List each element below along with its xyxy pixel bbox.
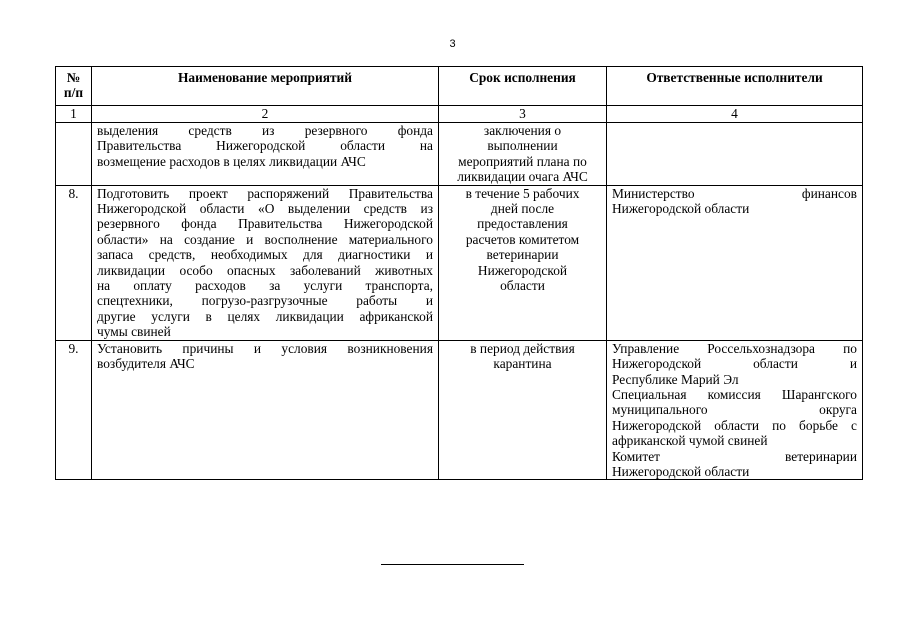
- table-body: [56, 123, 863, 480]
- deadline-line: в течение 5 рабочих: [465, 185, 580, 201]
- measures-table: [55, 66, 863, 480]
- deadline-line: дней после: [490, 201, 555, 217]
- deadline-cell: [439, 185, 607, 340]
- responsible-cell: [607, 123, 863, 186]
- header-responsible: Ответственные исполнители: [607, 67, 863, 106]
- measure-name-line: области» на создание и восполнение материального: [97, 231, 433, 247]
- measure-name-line: Подготовить проект распоряжений Правительства: [97, 185, 433, 201]
- column-index-cell: 4: [607, 106, 863, 123]
- deadline-cell: [439, 123, 607, 186]
- header-name: Наименование мероприятий: [92, 67, 439, 106]
- deadline-cell: [439, 340, 607, 480]
- responsible-line: Нижегородской области: [612, 201, 750, 217]
- page-number: 3: [449, 38, 456, 50]
- responsible-line: Комитет ветеринарии: [612, 448, 857, 464]
- deadline-line: Нижегородской: [477, 262, 568, 278]
- measure-name-line: Правительства Нижегородской области на: [97, 138, 433, 154]
- table-row: [56, 185, 863, 340]
- deadline-line: ветеринарии: [486, 247, 559, 263]
- responsible-line: муниципального округа: [612, 402, 857, 418]
- responsible-line: Нижегородской области: [612, 463, 750, 479]
- deadline-line: карантина: [493, 356, 552, 372]
- header-term: Срок исполнения: [439, 67, 607, 106]
- measure-name-line: другие услуги в целях ликвидации африканской: [97, 308, 433, 324]
- responsible-cell: [607, 185, 863, 340]
- deadline-line: выполнении: [487, 138, 558, 154]
- deadline-line: ликвидации очага АЧС: [457, 169, 588, 185]
- row-number: 9.: [56, 340, 92, 480]
- table-row: [56, 123, 863, 186]
- deadline-line: заключения о: [483, 123, 562, 138]
- responsible-line: Нижегородской области и: [612, 356, 857, 372]
- responsible-line: африканской чумой свиней: [612, 433, 768, 449]
- deadline-line: расчетов комитетом: [465, 231, 580, 247]
- column-index-cell: 1: [56, 106, 92, 123]
- deadline-line: предоставления: [477, 216, 568, 232]
- measure-name-line: запаса средств, необходимых для диагностики и: [97, 247, 433, 263]
- deadline-line: мероприятий плана по: [458, 153, 587, 169]
- column-index-row: [56, 106, 863, 123]
- measure-name-line: ликвидации особо опасных заболеваний животных: [97, 262, 433, 278]
- column-index-cell: 3: [439, 106, 607, 123]
- responsible-line: Специальная комиссия Шарангского: [612, 386, 857, 402]
- measure-name-line: выделения средств из резервного фонда: [97, 123, 433, 138]
- row-number: [56, 123, 92, 186]
- deadline-line: области: [500, 278, 545, 294]
- responsible-line: Управление Россельхознадзора по: [612, 340, 857, 356]
- deadline-line: в период действия: [470, 340, 575, 356]
- measure-name-cell: [92, 340, 439, 480]
- measure-name-line: возбудителя АЧС: [97, 356, 195, 372]
- measure-name-line: резервного фонда Правительства Нижегородской: [97, 216, 433, 232]
- measure-name-line: на оплату расходов за услуги транспорта,: [97, 278, 433, 294]
- footnote-divider: [381, 564, 524, 565]
- measure-name-cell: [92, 123, 439, 186]
- row-number: 8.: [56, 185, 92, 340]
- table-header-row: [56, 67, 863, 106]
- measure-name-line: Установить причины и условия возникновения: [97, 340, 433, 356]
- measure-name-line: Нижегородской области «О выделении средств из: [97, 201, 433, 217]
- measure-name-line: возмещение расходов в целях ликвидации АЧС: [97, 153, 366, 169]
- table-row: [56, 340, 863, 480]
- header-num: № п/п: [56, 67, 92, 106]
- responsible-line: Министерство финансов: [612, 185, 857, 201]
- measure-name-line: чумы свиней: [97, 324, 171, 340]
- measure-name-cell: [92, 185, 439, 340]
- column-index-cell: 2: [92, 106, 439, 123]
- measure-name-line: спецтехники, погрузо-разгрузочные работы и: [97, 293, 433, 309]
- responsible-line: Республике Марий Эл: [612, 371, 739, 387]
- responsible-cell: [607, 340, 863, 480]
- responsible-line: Нижегородской области по борьбе с: [612, 417, 857, 433]
